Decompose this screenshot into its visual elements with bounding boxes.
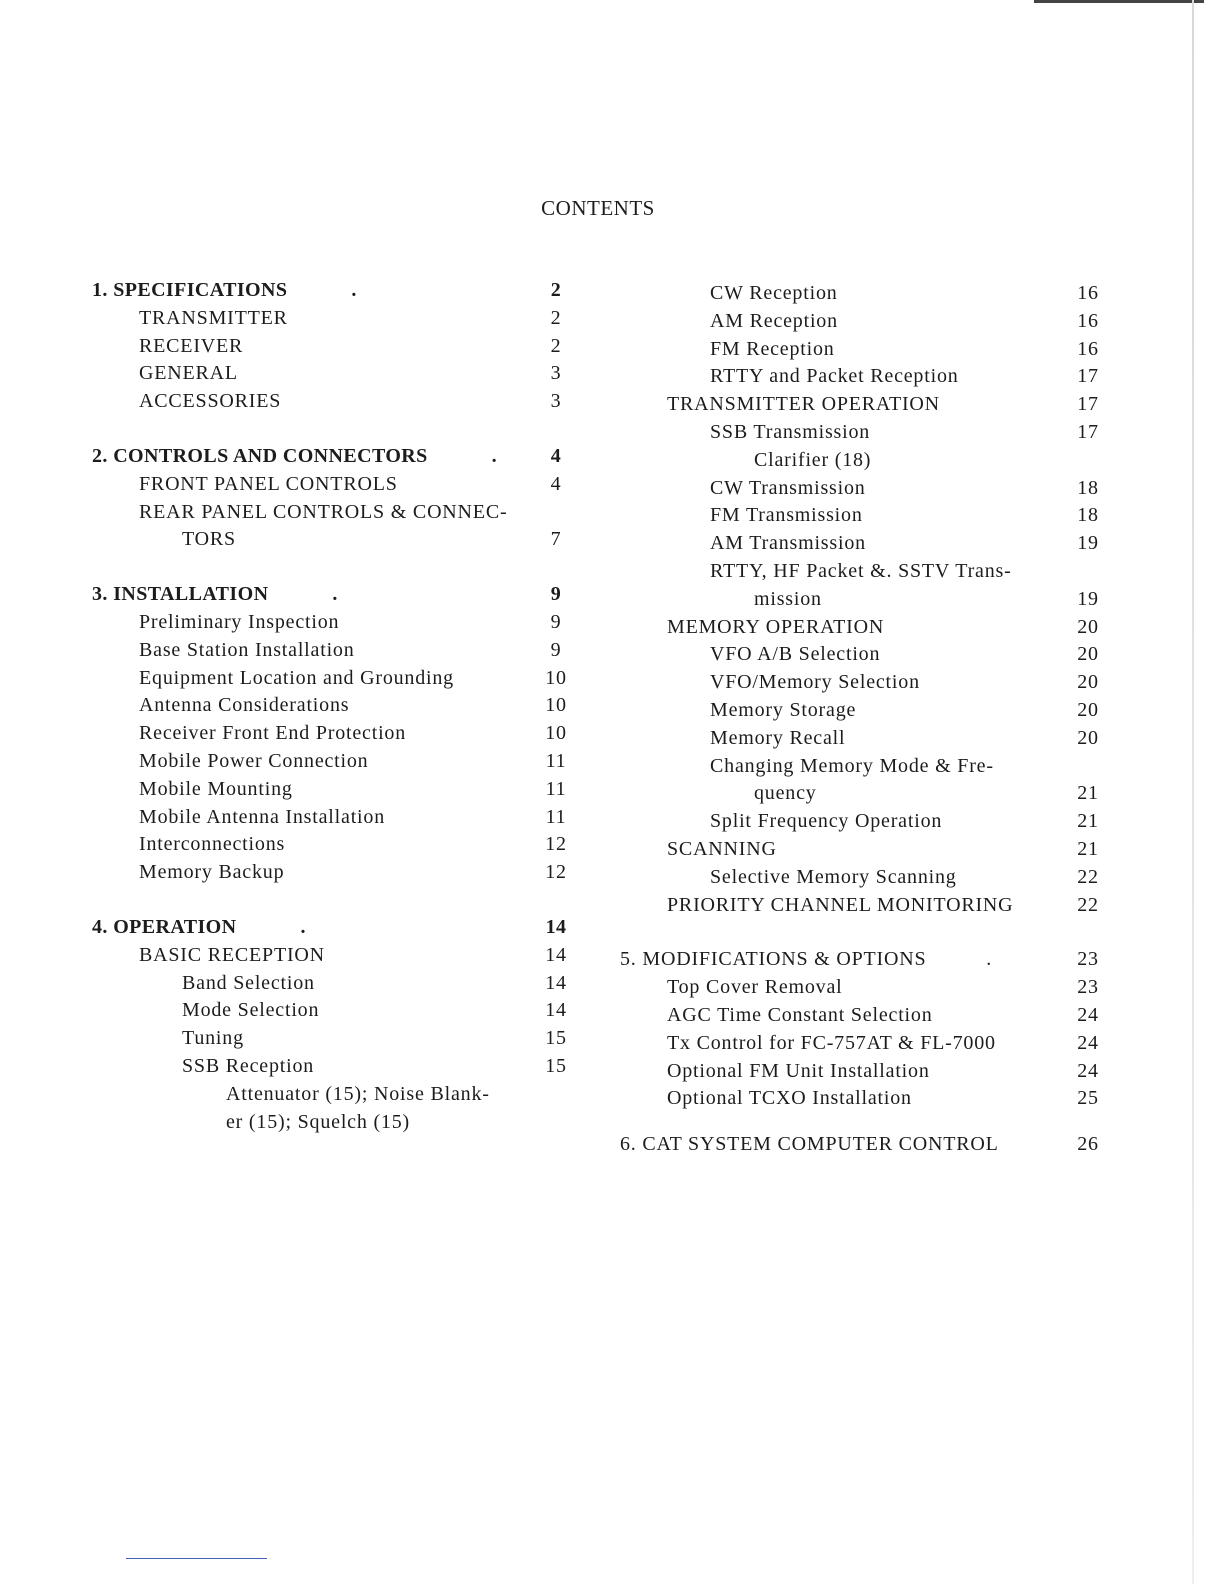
toc-entry-title: FM Transmission [710, 504, 863, 527]
toc-section-entry [620, 1131, 1108, 1159]
toc-entry-title: CW Reception [710, 282, 838, 304]
toc-page-number: 14 [545, 999, 567, 1022]
toc-entry [620, 697, 1108, 725]
toc-entry-title: Antenna Considerations [139, 694, 350, 717]
footnote-rule [126, 1558, 267, 1559]
toc-page-number: 12 [545, 833, 567, 856]
toc-entry-title: VFO/Memory Selection [710, 671, 920, 694]
toc-page-number: 23 [1077, 976, 1099, 999]
toc-page-number: 3 [550, 390, 562, 413]
toc-page-number: 15 [545, 1054, 567, 1077]
toc-dot-leader: . [980, 948, 992, 971]
toc-page-number: 9 [550, 583, 562, 606]
toc-page-number: 22 [1077, 893, 1099, 916]
toc-dot-leader: . [322, 583, 343, 606]
toc-entry [92, 637, 576, 665]
toc-page-number: 10 [545, 666, 567, 689]
toc-entry-title: FM Reception [710, 337, 835, 360]
toc-entry [620, 308, 1108, 336]
toc-dot-leader: . [290, 915, 311, 938]
toc-page-number: 2 [550, 306, 562, 329]
toc-entry-title: Attenuator (15); Noise Blank- [226, 1082, 490, 1105]
toc-entry [92, 748, 576, 776]
toc-page-number: 22 [1077, 865, 1099, 888]
toc-entry-title: Optional TCXO Installation [667, 1087, 912, 1110]
toc-entry-title: Equipment Location and Grounding [139, 666, 454, 689]
toc-entry-title: Changing Memory Mode & Fre- [710, 754, 994, 777]
toc-entry [92, 1081, 576, 1109]
toc-entry [620, 864, 1108, 892]
toc-entry [92, 776, 576, 804]
toc-entry-title: SSB Reception [182, 1054, 315, 1077]
toc-entry-title: 1. SPECIFICATIONS [92, 279, 288, 301]
toc-entry-label [92, 277, 576, 305]
toc-page-number: 16 [1077, 337, 1099, 360]
toc-entry-title: Tx Control for FC-757AT & FL-7000 [667, 1031, 996, 1054]
toc-page-number: 2 [550, 334, 562, 357]
toc-page-number: 14 [545, 971, 567, 994]
toc-page-number: 20 [1077, 671, 1099, 694]
toc-entry [620, 614, 1108, 642]
toc-entry-title: RECEIVER [139, 334, 244, 357]
toc-entry-title: mission [754, 587, 822, 610]
toc-page-number: 20 [1077, 643, 1099, 666]
toc-entry [92, 692, 576, 720]
toc-entry-title: SCANNING [667, 837, 777, 860]
toc-page-number: 19 [1077, 587, 1099, 610]
toc-entry-title: Clarifier (18) [754, 448, 872, 471]
toc-page-number: 7 [550, 528, 562, 551]
toc-page-number: 21 [1077, 782, 1099, 805]
toc-page-number: 18 [1077, 504, 1099, 527]
toc-page-number: 17 [1077, 420, 1099, 443]
toc-entry-title: 4. OPERATION [92, 915, 237, 938]
toc-entry-title: Split Frequency Operation [710, 810, 943, 833]
toc-page-number: 24 [1077, 1059, 1099, 1082]
toc-entry-title: AGC Time Constant Selection [667, 1003, 933, 1026]
toc-page-number: 12 [545, 861, 567, 884]
toc-entry [92, 997, 576, 1025]
toc-entry [620, 1085, 1108, 1113]
toc-entry-title: Receiver Front End Protection [139, 722, 407, 745]
toc-entry-title: Selective Memory Scanning [710, 865, 957, 888]
toc-page-number: 25 [1077, 1087, 1099, 1110]
toc-entry-title: Mobile Power Connection [139, 749, 369, 772]
toc-page-number: 10 [545, 694, 567, 717]
toc-entry-title: MEMORY OPERATION [667, 615, 885, 638]
toc-entry [620, 669, 1108, 697]
toc-entry [92, 471, 576, 499]
toc-entry-title: SSB Transmission [710, 420, 871, 443]
toc-page-number: 16 [1077, 309, 1099, 332]
toc-page-number: 19 [1077, 532, 1099, 555]
toc-entry [620, 1002, 1108, 1030]
toc-page-number: 21 [1077, 810, 1099, 833]
toc-page-number: 20 [1077, 615, 1099, 638]
toc-entry [620, 280, 1108, 308]
toc-entry [620, 974, 1108, 1002]
toc-entry-title: VFO A/B Selection [710, 643, 881, 666]
toc-entry-title: quency [754, 782, 817, 805]
toc-entry [92, 665, 576, 693]
toc-page-number: 10 [545, 722, 567, 745]
toc-page-number: 9 [550, 610, 562, 633]
toc-entry-title: Top Cover Removal [667, 976, 843, 999]
toc-entry [620, 725, 1108, 753]
page-title: CONTENTS [541, 196, 655, 220]
toc-entry-label [92, 581, 576, 609]
toc-page-number: 4 [550, 444, 562, 467]
toc-entry-label [92, 443, 576, 471]
toc-entry [620, 475, 1108, 503]
toc-entry [620, 336, 1108, 364]
toc-page-number: 11 [545, 749, 567, 772]
toc-page-number: 11 [545, 777, 567, 800]
toc-entry-title: TRANSMITTER [139, 306, 288, 329]
toc-entry [92, 360, 576, 388]
toc-entry-title: Base Station Installation [139, 638, 355, 661]
toc-entry [92, 859, 576, 887]
toc-entry-title: Band Selection [182, 971, 315, 994]
toc-entry-title: Memory Backup [139, 861, 285, 884]
toc-entry-title: AM Transmission [710, 532, 866, 555]
toc-entry [92, 1109, 576, 1137]
toc-entry [92, 499, 576, 527]
toc-entry-title: TORS [182, 528, 236, 551]
toc-entry [620, 780, 1108, 808]
toc-entry [620, 558, 1108, 586]
toc-entry-title: 5. MODIFICATIONS & OPTIONS [620, 948, 927, 971]
toc-entry [92, 333, 576, 361]
toc-section-entry [620, 946, 1108, 974]
toc-section-entry [92, 277, 576, 305]
toc-entry-title: Tuning [182, 1027, 244, 1050]
toc-page-number: 20 [1077, 698, 1099, 721]
toc-entry-title: 6. CAT SYSTEM COMPUTER CONTROL [620, 1133, 999, 1156]
toc-gap [92, 887, 576, 914]
toc-entry [92, 1025, 576, 1053]
toc-entry [92, 1053, 576, 1081]
toc-entry-title: RTTY, HF Packet &. SSTV Trans- [710, 559, 1012, 582]
toc-entry-title: Preliminary Inspection [139, 610, 340, 633]
toc-gap [92, 416, 576, 443]
toc-page-number: 23 [1077, 948, 1099, 971]
toc-left-column [92, 277, 576, 1136]
toc-page-number: 4 [550, 472, 562, 495]
toc-entry-title: Memory Storage [710, 698, 857, 721]
toc-page-number: 24 [1077, 1031, 1099, 1054]
toc-entry [620, 836, 1108, 864]
toc-entry [620, 586, 1108, 614]
toc-entry-label [620, 946, 1108, 974]
scan-edge-right [1192, 0, 1194, 1584]
toc-entry [620, 447, 1108, 475]
toc-entry-title: Interconnections [139, 833, 286, 856]
toc-entry [620, 1058, 1108, 1086]
toc-page-number: 16 [1077, 282, 1099, 304]
toc-page-number: 11 [545, 805, 567, 828]
toc-page-number: 20 [1077, 726, 1099, 749]
toc-page-number: 15 [545, 1027, 567, 1050]
toc-section-entry [92, 581, 576, 609]
toc-entry [620, 753, 1108, 781]
toc-entry [620, 391, 1108, 419]
toc-entry-title: Optional FM Unit Installation [667, 1059, 930, 1082]
toc-entry-title: 2. CONTROLS AND CONNECTORS [92, 444, 428, 467]
toc-dot-leader: . [481, 444, 502, 467]
toc-entry-title: Memory Recall [710, 726, 846, 749]
toc-section-entry [92, 443, 576, 471]
toc-entry [620, 502, 1108, 530]
toc-page-number: 18 [1077, 476, 1099, 499]
toc-entry-title: ACCESSORIES [139, 390, 282, 413]
toc-entry-title: Mobile Antenna Installation [139, 805, 386, 828]
toc-entry-title: REAR PANEL CONTROLS & CONNEC- [139, 500, 508, 523]
toc-entry [92, 720, 576, 748]
toc-entry-title: FRONT PANEL CONTROLS [139, 472, 398, 495]
toc-entry [620, 808, 1108, 836]
toc-entry [92, 970, 576, 998]
toc-gap [92, 554, 576, 581]
toc-page-number: 17 [1077, 365, 1099, 388]
toc-entry-label [92, 914, 576, 942]
toc-entry [620, 641, 1108, 669]
toc-section-entry [92, 914, 576, 942]
toc-entry [92, 609, 576, 637]
toc-entry [92, 388, 576, 416]
toc-entry-title: 3. INSTALLATION [92, 583, 269, 606]
toc-entry [92, 305, 576, 333]
toc-entry-title: GENERAL [139, 362, 238, 385]
toc-entry-title: Mode Selection [182, 999, 320, 1022]
toc-page-number: 2 [550, 279, 562, 301]
toc-entry-title: PRIORITY CHANNEL MONITORING [667, 893, 1014, 916]
toc-entry-title: er (15); Squelch (15) [226, 1110, 410, 1133]
toc-page-number: 3 [550, 362, 562, 385]
toc-right-column [620, 280, 1108, 1159]
toc-gap [620, 919, 1108, 946]
toc-entry [92, 526, 576, 554]
toc-gap [620, 1113, 1108, 1131]
toc-dot-leader: . [341, 279, 362, 301]
toc-entry-title: BASIC RECEPTION [139, 943, 325, 966]
toc-entry-title: AM Reception [710, 309, 838, 332]
toc-entry [620, 892, 1108, 920]
toc-entry [620, 530, 1108, 558]
toc-page-number: 26 [1077, 1133, 1099, 1156]
toc-page-number: 14 [545, 915, 567, 938]
toc-entry [620, 1030, 1108, 1058]
toc-entry-title: CW Transmission [710, 476, 866, 499]
toc-page-number: 14 [545, 943, 567, 966]
toc-entry [620, 363, 1108, 391]
toc-entry [92, 942, 576, 970]
toc-page-number: 24 [1077, 1003, 1099, 1026]
toc-page-number: 21 [1077, 837, 1099, 860]
toc-entry-title: Mobile Mounting [139, 777, 293, 800]
toc-page-number: 9 [550, 638, 562, 661]
toc-entry-title: RTTY and Packet Reception [710, 365, 959, 388]
toc-entry [92, 831, 576, 859]
toc-entry [620, 419, 1108, 447]
toc-entry [92, 804, 576, 832]
scan-edge-top [1034, 0, 1204, 3]
toc-page-number: 17 [1077, 393, 1099, 416]
toc-entry-title: TRANSMITTER OPERATION [667, 393, 940, 416]
